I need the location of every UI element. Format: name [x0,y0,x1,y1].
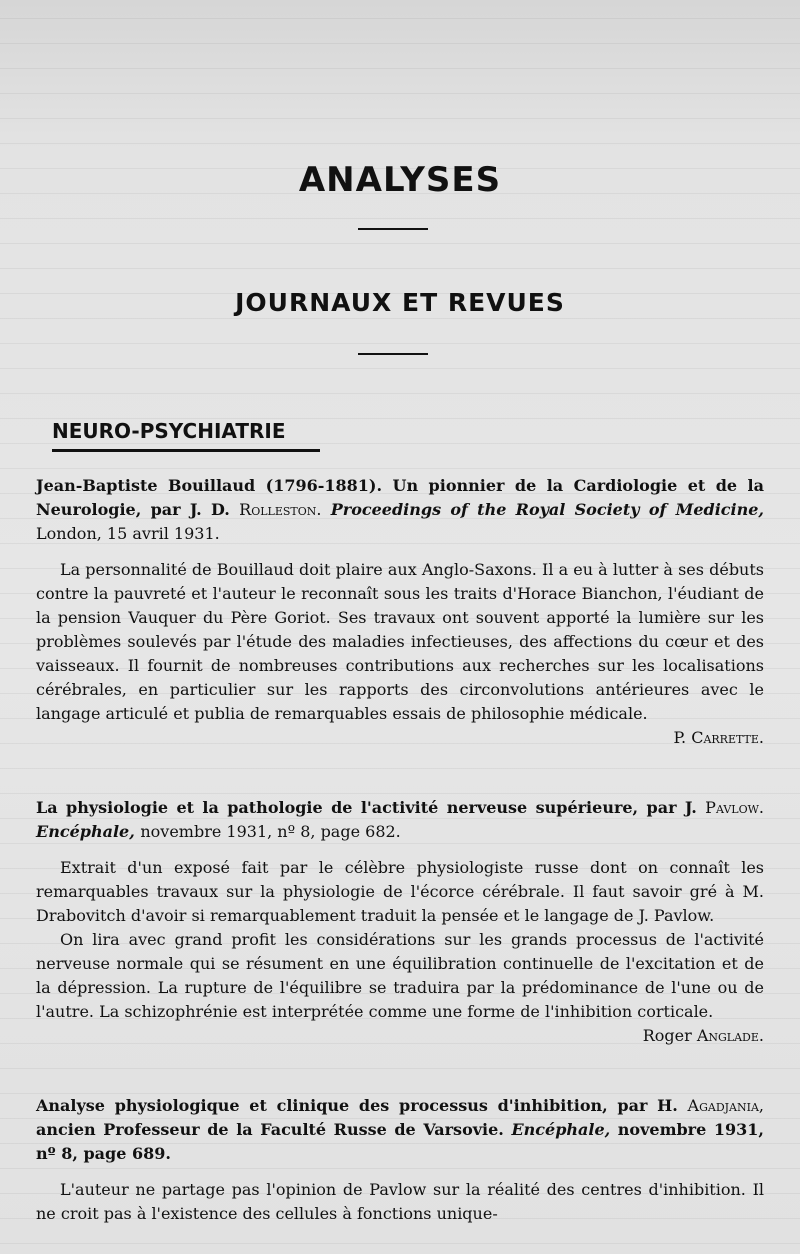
article-2-author: Pavlow. [705,798,764,817]
article-1-signature: P. Carrette. [673,728,764,747]
article-2-paragraph-2-text: On lira avec grand profit les considérations sur les grands processus de l'activité nerveuse normale qui se résument en une équilibration continuelle de l'excitation et de la dépression. La rupture de l'équilibre se traduira par la prédominance de l'une ou de l'autre. La schizophrénie est interprétée comme une forme de l'inhibition corticale. [36,930,764,1021]
article-1-heading [36,474,764,546]
article-3 [36,1094,764,1226]
article-1-citation: London, 15 avril 1931. [36,524,220,543]
article-2-paragraph-1: Extrait d'un exposé fait par le célèbre physiologiste russe dont on connaît les remarquables travaux sur la physiologie de l'écorce cérébrale. Il faut savoir gré à M. Drabovitch d'avoir si remarquablement traduit la pensée et le langage de J. Pavlow. [36,858,764,925]
title-rule [358,228,428,230]
article-3-citation: novembre 1931, nº 8, page 689. [36,1120,764,1163]
article-2-title: La physiologie et la pathologie de l'activité nerveuse supérieure, par J. [36,798,697,817]
article-2-body [36,856,764,1045]
article-3-paragraph: L'auteur ne partage pas l'opinion de Pavlow sur la réalité des centres d'inhibition. Il ne croit pas à l'existence des cellules à fonctions unique- [36,1180,764,1223]
article-3-affiliation: ancien Professeur de la Faculté Russe de Varsovie. [36,1120,504,1139]
article-2-journal: Encéphale, [36,822,135,841]
article-1-paragraph: La personnalité de Bouillaud doit plaire aux Anglo-Saxons. Il a eu à lutter à ses débuts contre la pauvreté et l'auteur le reconnaît sous les traits d'Horace Bianchon, l'éudiant de la pension Vauquer du Père Goriot. Ses travaux ont souvent apporté la lumière sur les problèmes soulevés par l'étude des maladies infectieuses, des affections du cœur et des vaisseaux. Il fournit de nombreuses contributions aux recherches sur les localisations cérébrales, en particulier sur les rapports des circonvolutions antérieures avec le langage articulé et publia de remarquables essais de philosophie médicale. [36,560,764,723]
article-1-body [36,558,764,750]
article-1-author: Rolleston. [239,500,322,519]
article-2 [36,796,764,1048]
article-1 [36,474,764,750]
article-2-heading [36,796,764,844]
article-2-paragraph-2 [36,928,764,1045]
article-3-journal: Encéphale, [511,1120,611,1139]
article-3-author: Agadjania, [687,1096,764,1115]
section-heading: NEURO-PSYCHIATRIE [52,419,286,443]
article-3-title: Analyse physiologique et clinique des processus d'inhibition, par H. [36,1096,678,1115]
article-2-signature [619,1024,764,1048]
page-subtitle: JOURNAUX ET REVUES [235,288,565,317]
article-2-signature-last: Anglade. [696,1026,764,1045]
article-3-heading [36,1094,764,1166]
article-1-journal: Proceedings of the Royal Society of Medicine, [330,500,764,519]
page-title: ANALYSES [298,160,502,200]
subtitle-rule [358,353,428,355]
section-rule [52,449,320,452]
article-1-title: Jean-Baptiste Bouillaud (1796-1881). Un pionnier de la Cardiologie et de la Neurologie, par J. D. [36,476,764,519]
article-2-citation: novembre 1931, nº 8, page 682. [140,822,401,841]
article-2-signature-first: Roger [642,1026,692,1045]
article-3-body [36,1178,764,1226]
